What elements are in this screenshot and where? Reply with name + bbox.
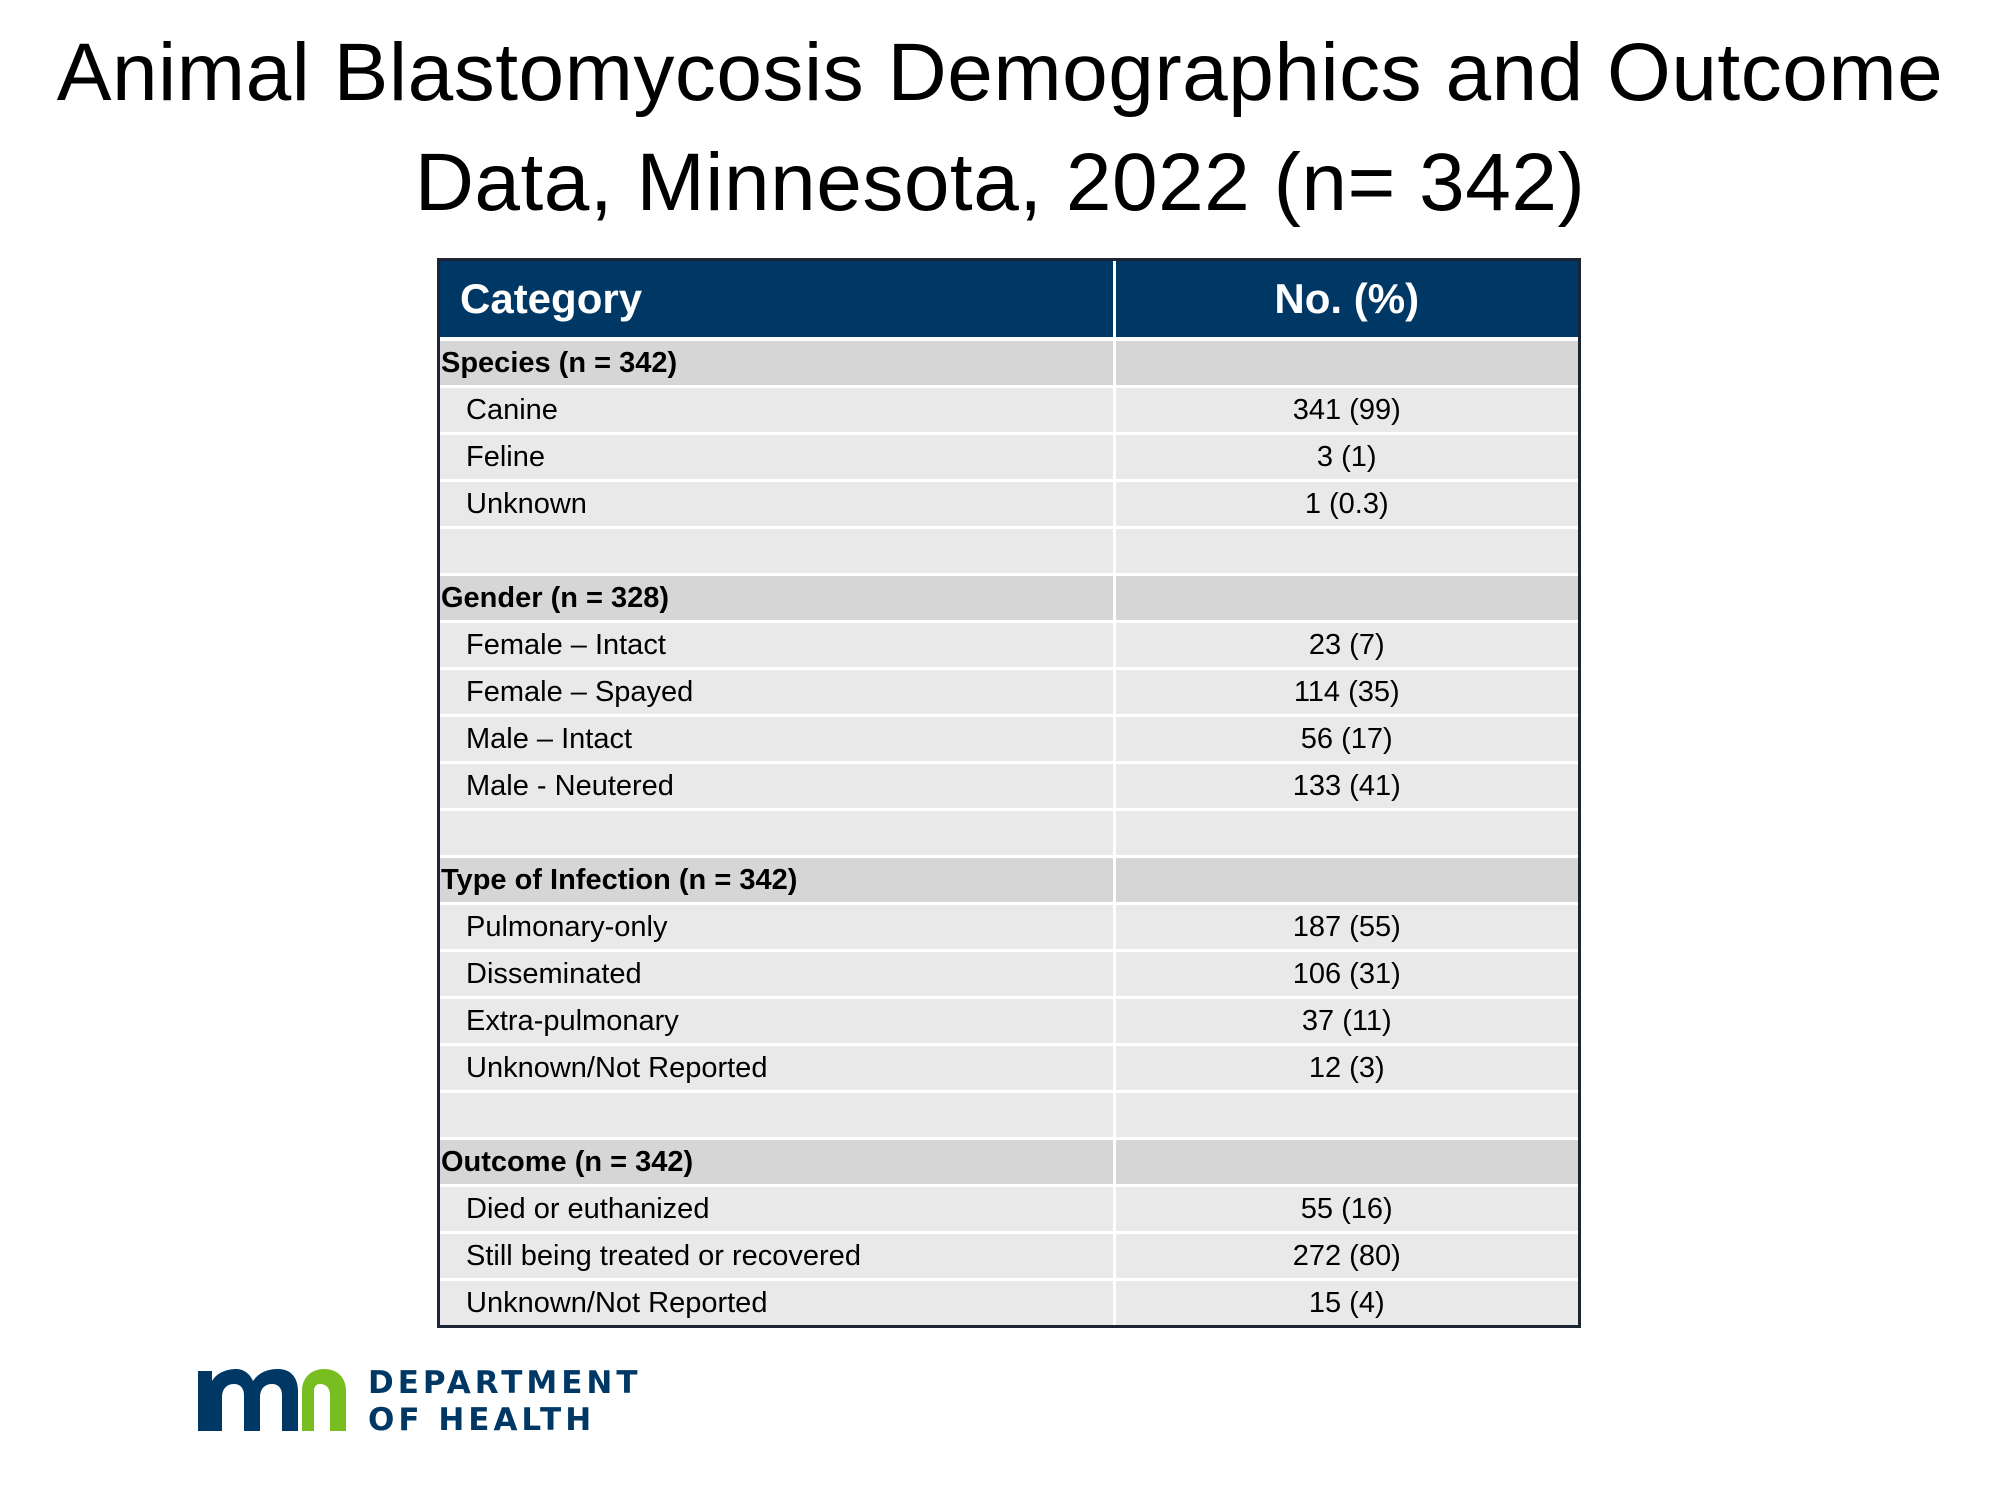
table-row [440, 998, 1578, 1045]
table-header-row [440, 261, 1578, 339]
header-category: Category [440, 261, 1114, 339]
row-category: Species (n = 342) [440, 339, 1114, 387]
table-body [440, 339, 1578, 1325]
table-row [440, 1186, 1578, 1233]
table-row [440, 1233, 1578, 1280]
table-row [440, 622, 1578, 669]
row-value: 15 (4) [1114, 1280, 1578, 1326]
table-section-row [440, 857, 1578, 904]
table-row [440, 951, 1578, 998]
table-row [440, 481, 1578, 528]
row-category: Male - Neutered [440, 763, 1114, 810]
title-line-2: Data, Minnesota, 2022 (n= 342) [414, 137, 1586, 228]
row-value: 272 (80) [1114, 1233, 1578, 1280]
table-section-row [440, 575, 1578, 622]
table-section-row [440, 1139, 1578, 1186]
row-category: Outcome (n = 342) [440, 1139, 1114, 1186]
row-value [1114, 575, 1578, 622]
row-value [1114, 339, 1578, 387]
department-wordmark [368, 1365, 642, 1439]
row-category: Disseminated [440, 951, 1114, 998]
row-value: 1 (0.3) [1114, 481, 1578, 528]
logo-line-1: DEPARTMENT [368, 1365, 642, 1401]
row-category: Female – Spayed [440, 669, 1114, 716]
table-row [440, 434, 1578, 481]
table-row [440, 1045, 1578, 1092]
row-category: Extra-pulmonary [440, 998, 1114, 1045]
demographics-table [437, 258, 1581, 1328]
row-value: 12 (3) [1114, 1045, 1578, 1092]
row-value: 3 (1) [1114, 434, 1578, 481]
page-title [0, 18, 2000, 238]
table-row [440, 1280, 1578, 1326]
row-value: 187 (55) [1114, 904, 1578, 951]
row-value: 23 (7) [1114, 622, 1578, 669]
logo-line-2: OF HEALTH [368, 1402, 596, 1438]
row-category: Unknown [440, 481, 1114, 528]
row-value: 55 (16) [1114, 1186, 1578, 1233]
row-category [440, 810, 1114, 857]
row-value [1114, 1139, 1578, 1186]
row-category: Died or euthanized [440, 1186, 1114, 1233]
table-spacer-row [440, 528, 1578, 575]
row-value [1114, 528, 1578, 575]
row-category: Canine [440, 387, 1114, 434]
row-value [1114, 1092, 1578, 1139]
mn-health-logo [198, 1365, 678, 1437]
row-category [440, 1092, 1114, 1139]
table-section-row [440, 339, 1578, 387]
header-value: No. (%) [1114, 261, 1578, 339]
row-value: 56 (17) [1114, 716, 1578, 763]
row-value: 114 (35) [1114, 669, 1578, 716]
table-row [440, 669, 1578, 716]
table-row [440, 763, 1578, 810]
table-spacer-row [440, 1092, 1578, 1139]
row-category: Gender (n = 328) [440, 575, 1114, 622]
row-category: Female – Intact [440, 622, 1114, 669]
row-value [1114, 857, 1578, 904]
table-spacer-row [440, 810, 1578, 857]
row-category: Male – Intact [440, 716, 1114, 763]
row-category: Unknown/Not Reported [440, 1045, 1114, 1092]
row-value: 37 (11) [1114, 998, 1578, 1045]
row-category: Pulmonary-only [440, 904, 1114, 951]
row-category: Still being treated or recovered [440, 1233, 1114, 1280]
title-line-1: Animal Blastomycosis Demographics and Outcome [56, 27, 1944, 118]
row-category [440, 528, 1114, 575]
table-row [440, 387, 1578, 434]
table-row [440, 904, 1578, 951]
row-value [1114, 810, 1578, 857]
row-value: 133 (41) [1114, 763, 1578, 810]
row-category: Unknown/Not Reported [440, 1280, 1114, 1326]
row-category: Feline [440, 434, 1114, 481]
row-value: 341 (99) [1114, 387, 1578, 434]
row-category: Type of Infection (n = 342) [440, 857, 1114, 904]
mn-logo-icon [198, 1369, 348, 1431]
table-row [440, 716, 1578, 763]
row-value: 106 (31) [1114, 951, 1578, 998]
